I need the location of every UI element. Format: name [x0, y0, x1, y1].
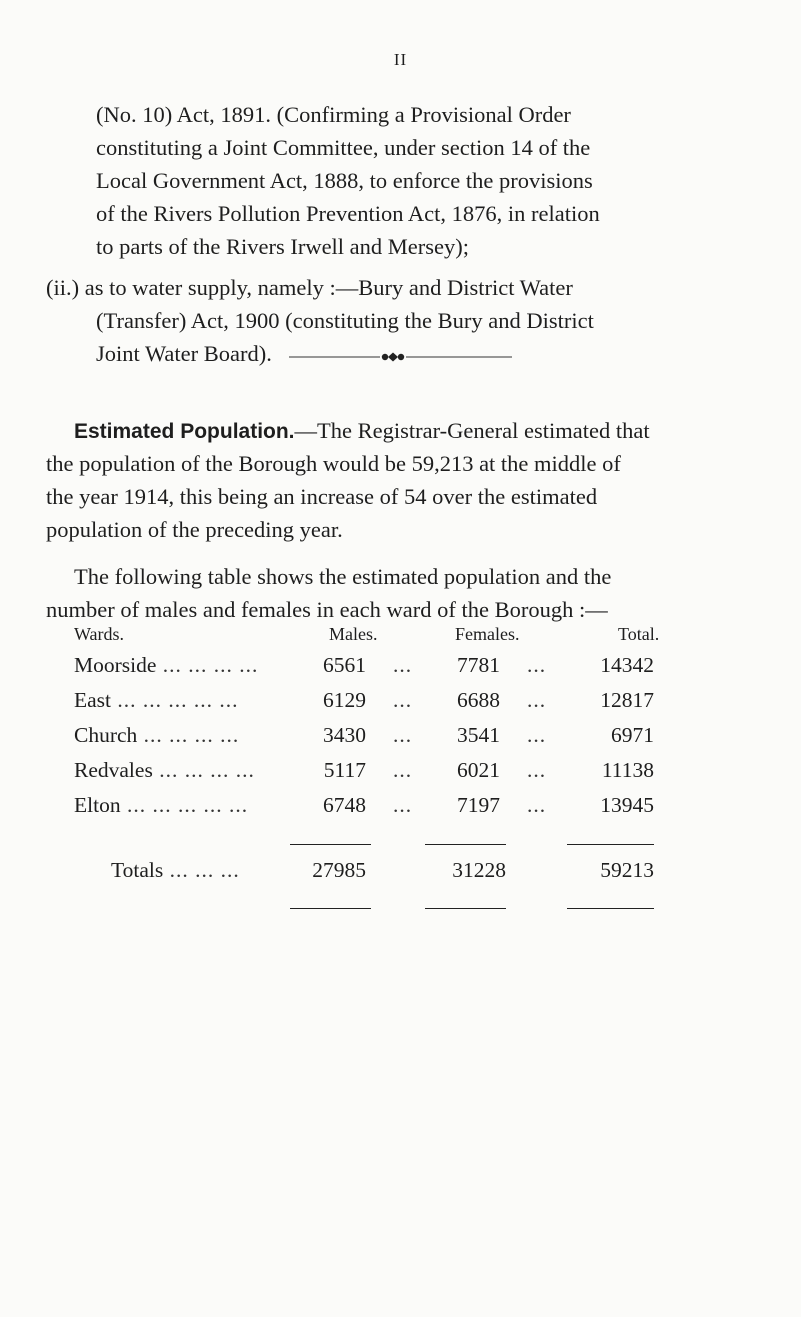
leader-dots: ... [393, 688, 413, 712]
leader-dots: ... ... ... ... ... [120, 793, 249, 817]
leader-dots: ... ... ... ... [156, 653, 259, 677]
ward-name: Moorside [74, 653, 157, 677]
total-value: 13945 [600, 793, 654, 817]
column-header-total: Total. [618, 624, 660, 644]
males-value: 3430 [323, 723, 366, 747]
ornamental-divider [289, 352, 512, 362]
males-value: 5117 [323, 758, 366, 782]
males-value: 6561 [323, 653, 366, 677]
heading-continuation: —The Registrar-General estimated that [294, 418, 650, 443]
leader-dots: ... [393, 793, 413, 817]
text-line: Local Government Act, 1888, to enforce the provisions [96, 168, 593, 193]
leader-dots: ... [393, 758, 413, 782]
text-line: (ii.) as to water supply, namely :—Bury and District Water [46, 275, 573, 300]
leader-dots: ... [527, 758, 547, 782]
ward-name: Redvales [74, 758, 153, 782]
total-value: 12817 [600, 688, 654, 712]
column-rule [425, 844, 506, 845]
females-total: 31228 [452, 858, 506, 882]
males-total: 27985 [312, 858, 366, 882]
leader-dots: ... ... ... ... [152, 758, 255, 782]
totals-label: Totals [111, 858, 164, 882]
column-header-females: Females. [455, 624, 520, 644]
ward-name: East [74, 688, 112, 712]
text-line: of the Rivers Pollution Prevention Act, 1876, in relation [96, 201, 600, 226]
males-value: 6748 [323, 793, 366, 817]
leader-dots: ... ... ... [163, 858, 240, 882]
column-rule [290, 844, 371, 845]
text-line: (No. 10) Act, 1891. (Confirming a Provisional Order [96, 102, 571, 127]
leader-dots: ... ... ... ... ... [111, 688, 239, 712]
text-line: Joint Water Board). [96, 341, 272, 366]
females-value: 6021 [457, 758, 500, 782]
section-heading: Estimated Population. [74, 420, 295, 443]
leader-dots: ... [527, 688, 547, 712]
leader-dots: ... [393, 653, 413, 677]
leader-dots: ... [393, 723, 413, 747]
page-number: II [393, 50, 408, 69]
males-value: 6129 [323, 688, 366, 712]
column-rule [567, 908, 654, 909]
grand-total: 59213 [600, 858, 654, 882]
text-line: The following table shows the estimated population and the [74, 564, 612, 589]
text-line: (Transfer) Act, 1900 (constituting the Bury and District [96, 308, 594, 333]
text-line: the year 1914, this being an increase of 54 over the estimated [46, 484, 598, 509]
column-header-males: Males. [329, 624, 378, 644]
column-rule [290, 908, 371, 909]
total-value: 11138 [601, 758, 654, 782]
text-line: to parts of the Rivers Irwell and Mersey); [96, 234, 470, 259]
leader-dots: ... [527, 723, 547, 747]
text-line: population of the preceding year. [46, 517, 343, 542]
total-value: 14342 [600, 653, 654, 677]
leader-dots: ... [527, 653, 547, 677]
leader-dots: ... ... ... ... [137, 723, 240, 747]
leader-dots: ... [527, 793, 547, 817]
ward-name: Elton [74, 793, 121, 817]
text-line: number of males and females in each ward of the Borough :— [46, 597, 608, 622]
females-value: 7197 [457, 793, 500, 817]
total-value: 6971 [611, 723, 654, 747]
ward-name: Church [74, 723, 138, 747]
text-line [74, 414, 650, 448]
column-rule [425, 908, 506, 909]
column-header-wards: Wards. [74, 624, 125, 644]
text-line: the population of the Borough would be 59,213 at the middle of [46, 451, 621, 476]
text-line: constituting a Joint Committee, under section 14 of the [96, 135, 591, 160]
column-rule [567, 844, 654, 845]
females-value: 7781 [457, 653, 500, 677]
females-value: 3541 [457, 723, 500, 747]
females-value: 6688 [457, 688, 500, 712]
